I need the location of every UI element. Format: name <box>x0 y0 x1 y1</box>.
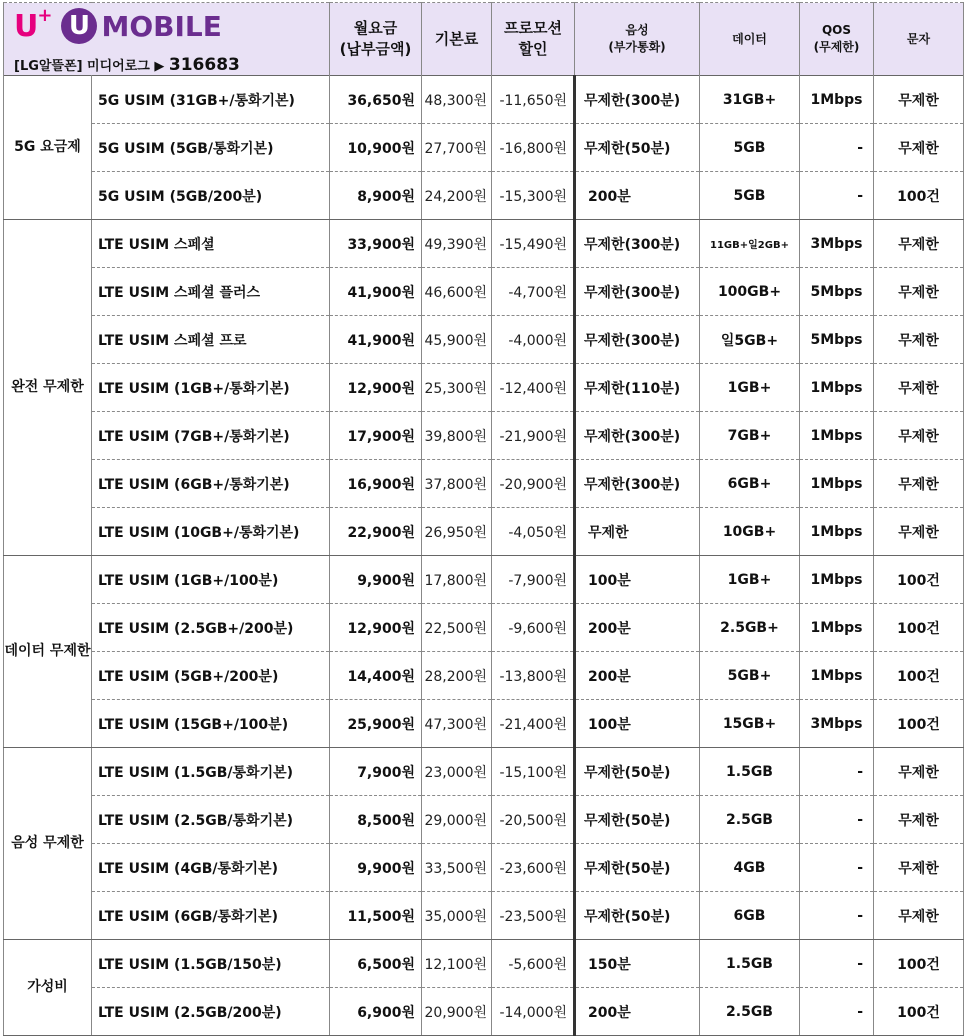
data-allowance: 15GB+ <box>700 700 800 748</box>
monthly-price: 12,900원 <box>330 364 422 412</box>
plan-name: LTE USIM (15GB+/100분) <box>92 700 330 748</box>
col-promo-discount: 프로모션 할인 <box>492 3 575 76</box>
base-fee: 39,800원 <box>422 412 492 460</box>
category-label: 음성 무제한 <box>4 748 92 940</box>
base-fee: 24,200원 <box>422 172 492 220</box>
promo-discount: -14,000원 <box>492 988 575 1036</box>
voice-allowance: 200분 <box>575 988 700 1036</box>
monthly-price: 25,900원 <box>330 700 422 748</box>
qos-speed: 5Mbps <box>800 268 874 316</box>
plan-row <box>4 652 964 700</box>
category-label: 데이터 무제한 <box>4 556 92 748</box>
dealer-code: 316683 <box>168 55 240 75</box>
base-fee: 48,300원 <box>422 76 492 124</box>
plan-name: LTE USIM (10GB+/통화기본) <box>92 508 330 556</box>
col-voice: 음성 (부가통화) <box>575 3 700 76</box>
data-allowance: 100GB+ <box>700 268 800 316</box>
plan-row <box>4 892 964 940</box>
plan-name: LTE USIM (5GB+/200분) <box>92 652 330 700</box>
voice-allowance: 무제한(300분) <box>575 268 700 316</box>
sms-allowance: 100건 <box>874 700 964 748</box>
plan-name: LTE USIM 스페셜 <box>92 220 330 268</box>
logo-mobile-text: MOBILE <box>101 9 222 43</box>
data-allowance: 4GB <box>700 844 800 892</box>
monthly-price: 10,900원 <box>330 124 422 172</box>
voice-allowance: 무제한(50분) <box>575 892 700 940</box>
monthly-price: 14,400원 <box>330 652 422 700</box>
monthly-price: 11,500원 <box>330 892 422 940</box>
data-allowance: 2.5GB <box>700 988 800 1036</box>
monthly-price: 6,500원 <box>330 940 422 988</box>
monthly-price: 36,650원 <box>330 76 422 124</box>
sms-allowance: 무제한 <box>874 412 964 460</box>
col-sms: 문자 <box>874 3 964 76</box>
plan-row <box>4 988 964 1036</box>
plan-row <box>4 124 964 172</box>
sms-allowance: 100건 <box>874 604 964 652</box>
data-allowance: 1.5GB <box>700 940 800 988</box>
base-fee: 20,900원 <box>422 988 492 1036</box>
base-fee: 37,800원 <box>422 460 492 508</box>
category-label: 5G 요금제 <box>4 76 92 220</box>
dealer-label: [LG알뜰폰] 미디어로그 ▶ 316683 <box>14 55 240 75</box>
promo-discount: -4,000원 <box>492 316 575 364</box>
plan-name: LTE USIM (7GB+/통화기본) <box>92 412 330 460</box>
sms-allowance: 무제한 <box>874 508 964 556</box>
sms-allowance: 무제한 <box>874 220 964 268</box>
base-fee: 49,390원 <box>422 220 492 268</box>
sms-allowance: 무제한 <box>874 316 964 364</box>
logo-u-circle: U <box>61 8 97 44</box>
voice-allowance: 100분 <box>575 700 700 748</box>
plan-row <box>4 604 964 652</box>
qos-speed: 1Mbps <box>800 364 874 412</box>
sms-allowance: 무제한 <box>874 364 964 412</box>
qos-speed: - <box>800 124 874 172</box>
voice-allowance: 무제한 <box>575 508 700 556</box>
base-fee: 29,000원 <box>422 796 492 844</box>
base-fee: 26,950원 <box>422 508 492 556</box>
promo-discount: -7,900원 <box>492 556 575 604</box>
promo-discount: -23,600원 <box>492 844 575 892</box>
plan-row <box>4 316 964 364</box>
data-allowance: 1GB+ <box>700 364 800 412</box>
plan-name: LTE USIM (2.5GB/200분) <box>92 988 330 1036</box>
sms-allowance: 무제한 <box>874 460 964 508</box>
base-fee: 22,500원 <box>422 604 492 652</box>
qos-speed: 3Mbps <box>800 220 874 268</box>
promo-discount: -20,900원 <box>492 460 575 508</box>
plan-row <box>4 700 964 748</box>
qos-speed: 1Mbps <box>800 412 874 460</box>
plan-name: LTE USIM (2.5GB/통화기본) <box>92 796 330 844</box>
data-allowance: 5GB <box>700 124 800 172</box>
promo-discount: -20,500원 <box>492 796 575 844</box>
monthly-price: 8,500원 <box>330 796 422 844</box>
logo-uplus: U+ <box>14 4 52 44</box>
base-fee: 45,900원 <box>422 316 492 364</box>
plan-row <box>4 76 964 124</box>
plan-name: LTE USIM (1GB+/통화기본) <box>92 364 330 412</box>
data-allowance: 1GB+ <box>700 556 800 604</box>
sms-allowance: 무제한 <box>874 892 964 940</box>
sms-allowance: 100건 <box>874 172 964 220</box>
plan-name: 5G USIM (5GB/통화기본) <box>92 124 330 172</box>
base-fee: 27,700원 <box>422 124 492 172</box>
base-fee: 33,500원 <box>422 844 492 892</box>
qos-speed: 3Mbps <box>800 700 874 748</box>
qos-speed: - <box>800 940 874 988</box>
col-data: 데이터 <box>700 3 800 76</box>
monthly-price: 9,900원 <box>330 844 422 892</box>
base-fee: 47,300원 <box>422 700 492 748</box>
monthly-price: 41,900원 <box>330 268 422 316</box>
data-allowance: 2.5GB+ <box>700 604 800 652</box>
voice-allowance: 무제한(50분) <box>575 796 700 844</box>
monthly-price: 9,900원 <box>330 556 422 604</box>
data-allowance: 2.5GB <box>700 796 800 844</box>
data-allowance: 일5GB+ <box>700 316 800 364</box>
plan-row <box>4 844 964 892</box>
plan-name: LTE USIM 스페셜 프로 <box>92 316 330 364</box>
qos-speed: 1Mbps <box>800 76 874 124</box>
promo-discount: -15,490원 <box>492 220 575 268</box>
plan-name: LTE USIM (1.5GB/통화기본) <box>92 748 330 796</box>
plan-name: LTE USIM (4GB/통화기본) <box>92 844 330 892</box>
plan-name: LTE USIM (2.5GB+/200분) <box>92 604 330 652</box>
sms-allowance: 100건 <box>874 940 964 988</box>
sms-allowance: 무제한 <box>874 76 964 124</box>
plan-name: LTE USIM (6GB+/통화기본) <box>92 460 330 508</box>
voice-allowance: 200분 <box>575 604 700 652</box>
promo-discount: -9,600원 <box>492 604 575 652</box>
plan-row <box>4 364 964 412</box>
qos-speed: - <box>800 988 874 1036</box>
voice-allowance: 무제한(110분) <box>575 364 700 412</box>
qos-speed: 1Mbps <box>800 556 874 604</box>
qos-speed: - <box>800 844 874 892</box>
plan-row <box>4 508 964 556</box>
promo-discount: -23,500원 <box>492 892 575 940</box>
monthly-price: 8,900원 <box>330 172 422 220</box>
plan-row <box>4 220 964 268</box>
data-allowance: 6GB+ <box>700 460 800 508</box>
brand-header <box>4 3 330 76</box>
promo-discount: -4,700원 <box>492 268 575 316</box>
monthly-price: 6,900원 <box>330 988 422 1036</box>
monthly-price: 33,900원 <box>330 220 422 268</box>
monthly-price: 17,900원 <box>330 412 422 460</box>
header-row <box>4 3 964 76</box>
base-fee: 35,000원 <box>422 892 492 940</box>
data-allowance: 5GB+ <box>700 652 800 700</box>
voice-allowance: 200분 <box>575 652 700 700</box>
plan-row <box>4 748 964 796</box>
plan-name: 5G USIM (31GB+/통화기본) <box>92 76 330 124</box>
qos-speed: - <box>800 796 874 844</box>
umobile-logo <box>14 3 329 49</box>
monthly-price: 41,900원 <box>330 316 422 364</box>
qos-speed: 1Mbps <box>800 604 874 652</box>
qos-speed: 1Mbps <box>800 652 874 700</box>
voice-allowance: 무제한(50분) <box>575 124 700 172</box>
category-label: 완전 무제한 <box>4 220 92 556</box>
base-fee: 25,300원 <box>422 364 492 412</box>
base-fee: 46,600원 <box>422 268 492 316</box>
voice-allowance: 150분 <box>575 940 700 988</box>
plan-row <box>4 172 964 220</box>
data-allowance: 6GB <box>700 892 800 940</box>
sms-allowance: 무제한 <box>874 268 964 316</box>
monthly-price: 12,900원 <box>330 604 422 652</box>
qos-speed: 1Mbps <box>800 508 874 556</box>
promo-discount: -5,600원 <box>492 940 575 988</box>
col-qos: QOS (무제한) <box>800 3 874 76</box>
plan-row <box>4 796 964 844</box>
plan-row <box>4 460 964 508</box>
qos-speed: 5Mbps <box>800 316 874 364</box>
data-allowance: 11GB+일2GB+ <box>700 220 800 268</box>
voice-allowance: 무제한(50분) <box>575 844 700 892</box>
plan-row <box>4 940 964 988</box>
voice-allowance: 200분 <box>575 172 700 220</box>
base-fee: 28,200원 <box>422 652 492 700</box>
plan-table <box>3 2 964 1036</box>
data-allowance: 1.5GB <box>700 748 800 796</box>
monthly-price: 16,900원 <box>330 460 422 508</box>
promo-discount: -15,300원 <box>492 172 575 220</box>
sms-allowance: 100건 <box>874 556 964 604</box>
category-label: 가성비 <box>4 940 92 1036</box>
promo-discount: -4,050원 <box>492 508 575 556</box>
data-allowance: 10GB+ <box>700 508 800 556</box>
base-fee: 23,000원 <box>422 748 492 796</box>
plan-name: LTE USIM 스페셜 플러스 <box>92 268 330 316</box>
promo-discount: -15,100원 <box>492 748 575 796</box>
sms-allowance: 무제한 <box>874 796 964 844</box>
sms-allowance: 100건 <box>874 988 964 1036</box>
plan-name: LTE USIM (1.5GB/150분) <box>92 940 330 988</box>
base-fee: 12,100원 <box>422 940 492 988</box>
monthly-price: 7,900원 <box>330 748 422 796</box>
col-base-fee: 기본료 <box>422 3 492 76</box>
monthly-price: 22,900원 <box>330 508 422 556</box>
plan-name: 5G USIM (5GB/200분) <box>92 172 330 220</box>
voice-allowance: 무제한(300분) <box>575 316 700 364</box>
sms-allowance: 100건 <box>874 652 964 700</box>
data-allowance: 7GB+ <box>700 412 800 460</box>
plan-row <box>4 556 964 604</box>
plan-rows <box>4 76 964 1036</box>
voice-allowance: 100분 <box>575 556 700 604</box>
voice-allowance: 무제한(300분) <box>575 76 700 124</box>
plan-row <box>4 412 964 460</box>
promo-discount: -21,900원 <box>492 412 575 460</box>
col-monthly-fee: 월요금 (납부금액) <box>330 3 422 76</box>
voice-allowance: 무제한(300분) <box>575 220 700 268</box>
voice-allowance: 무제한(300분) <box>575 412 700 460</box>
promo-discount: -13,800원 <box>492 652 575 700</box>
plan-name: LTE USIM (6GB/통화기본) <box>92 892 330 940</box>
qos-speed: - <box>800 748 874 796</box>
promo-discount: -12,400원 <box>492 364 575 412</box>
qos-speed: - <box>800 892 874 940</box>
plan-name: LTE USIM (1GB+/100분) <box>92 556 330 604</box>
data-allowance: 5GB <box>700 172 800 220</box>
promo-discount: -21,400원 <box>492 700 575 748</box>
promo-discount: -11,650원 <box>492 76 575 124</box>
sms-allowance: 무제한 <box>874 124 964 172</box>
sms-allowance: 무제한 <box>874 844 964 892</box>
qos-speed: - <box>800 172 874 220</box>
sms-allowance: 무제한 <box>874 748 964 796</box>
promo-discount: -16,800원 <box>492 124 575 172</box>
data-allowance: 31GB+ <box>700 76 800 124</box>
voice-allowance: 무제한(50분) <box>575 748 700 796</box>
plan-row <box>4 268 964 316</box>
base-fee: 17,800원 <box>422 556 492 604</box>
qos-speed: 1Mbps <box>800 460 874 508</box>
voice-allowance: 무제한(300분) <box>575 460 700 508</box>
